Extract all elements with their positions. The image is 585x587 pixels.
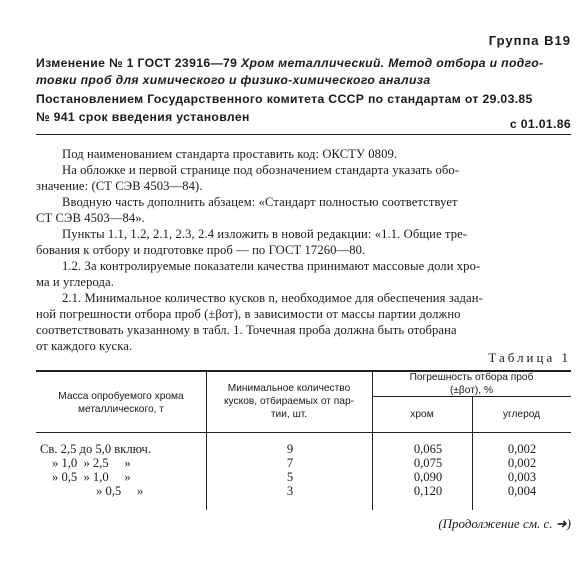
header-count-l3: тии, шт. [270,409,308,420]
paragraph-min-l4: от каждого куска. [36,339,133,353]
row-count: 3 [286,484,294,498]
table-header-rule [36,432,571,433]
header-count-l2: кусков, отбираемых от пар- [223,396,354,407]
effective-date: с 01.01.86 [509,117,571,131]
paragraph-quality-l2: ма и углерода. [36,275,114,289]
paragraph-intro-l1: Вводную часть дополнить абзацем: «Стандарт полностью соответствует [62,195,458,209]
change-number: Изменение № 1 ГОСТ 23916—79 [36,56,238,70]
paragraph-cover-l2: значение: (СТ СЭВ 4503—84). [36,179,203,193]
row-mass: » 0,5 » 1,0 » [52,470,131,484]
header-count-l1: Минимальное количество [227,383,351,394]
header-error-l1: Погрешность отбора проб [409,372,534,383]
paragraph-min-l3: соответствовать указанному в табл. 1. Точечная проба должна быть отобрана [36,323,457,337]
table-title: Таблица 1 [488,350,571,365]
header-mass-l2: металлического, т [78,404,164,415]
row-carbon: 0,003 [507,470,537,484]
row-mass: » 0,5 » [96,484,144,498]
header-error-l2: (±βот), % [449,385,494,396]
paragraph-items-l2: бования к отбору и подготовке проб — по ГОСТ 17260—80. [36,243,366,257]
header-error [372,371,571,397]
decree-line1: Постановлением Государственного комитета СССР по стандартам от 29.03.85 [36,92,533,106]
row-carbon: 0,004 [507,484,537,498]
row-chrome: 0,120 [413,484,443,498]
row-mass: Св. 2,5 до 5,0 включ. [40,442,152,456]
header-count [206,382,372,421]
row-carbon: 0,002 [507,456,537,470]
paragraph-intro-l2: СТ СЭВ 4503—84». [36,211,145,225]
decree-line2: № 941 срок введения установлен [36,110,250,124]
paragraph-code: Под наименованием стандарта проставить код: ОКСТУ 0809. [62,147,398,161]
paragraph-quality-l1: 1.2. За контролируемые показатели качества принимают массовые доли хро- [62,259,481,273]
header-mass-l1: Масса опробуемого хрома [58,391,184,402]
standard-title: Хром металлический. Метод отбора и подго- [241,56,544,70]
header-divider [36,134,571,135]
row-count: 9 [286,442,294,456]
continuation-note: (Продолжение см. с. ➜) [438,516,571,531]
row-count: 7 [286,456,294,470]
standard-title-cont: товки проб для химического и физико-химического анализа [36,73,431,87]
row-chrome: 0,065 [413,442,443,456]
paragraph-items-l1: Пункты 1.1, 1.2, 2.1, 2.3, 2.4 изложить в новой редакции: «1.1. Общие тре- [62,227,468,241]
paragraph-min-l1: 2.1. Минимальное количество кусков n, необходимое для обеспечения задан- [62,291,483,305]
header-mass [36,390,206,416]
header-carbon: углерод [502,409,541,420]
row-chrome: 0,090 [413,470,443,484]
row-carbon: 0,002 [507,442,537,456]
paragraph-min-l2: ной погрешности отбора проб (±βот), в зависимости от массы партии должно [36,307,461,321]
row-count: 5 [286,470,294,484]
row-mass: » 1,0 » 2,5 » [52,456,131,470]
group-label: Группа В19 [488,33,571,48]
row-chrome: 0,075 [413,456,443,470]
change-title-line1 [36,56,543,70]
paragraph-cover-l1: На обложке и первой странице под обозначением стандарта указать обо- [62,163,460,177]
header-chrome: хром [410,409,434,420]
change-title-line2 [36,73,430,87]
